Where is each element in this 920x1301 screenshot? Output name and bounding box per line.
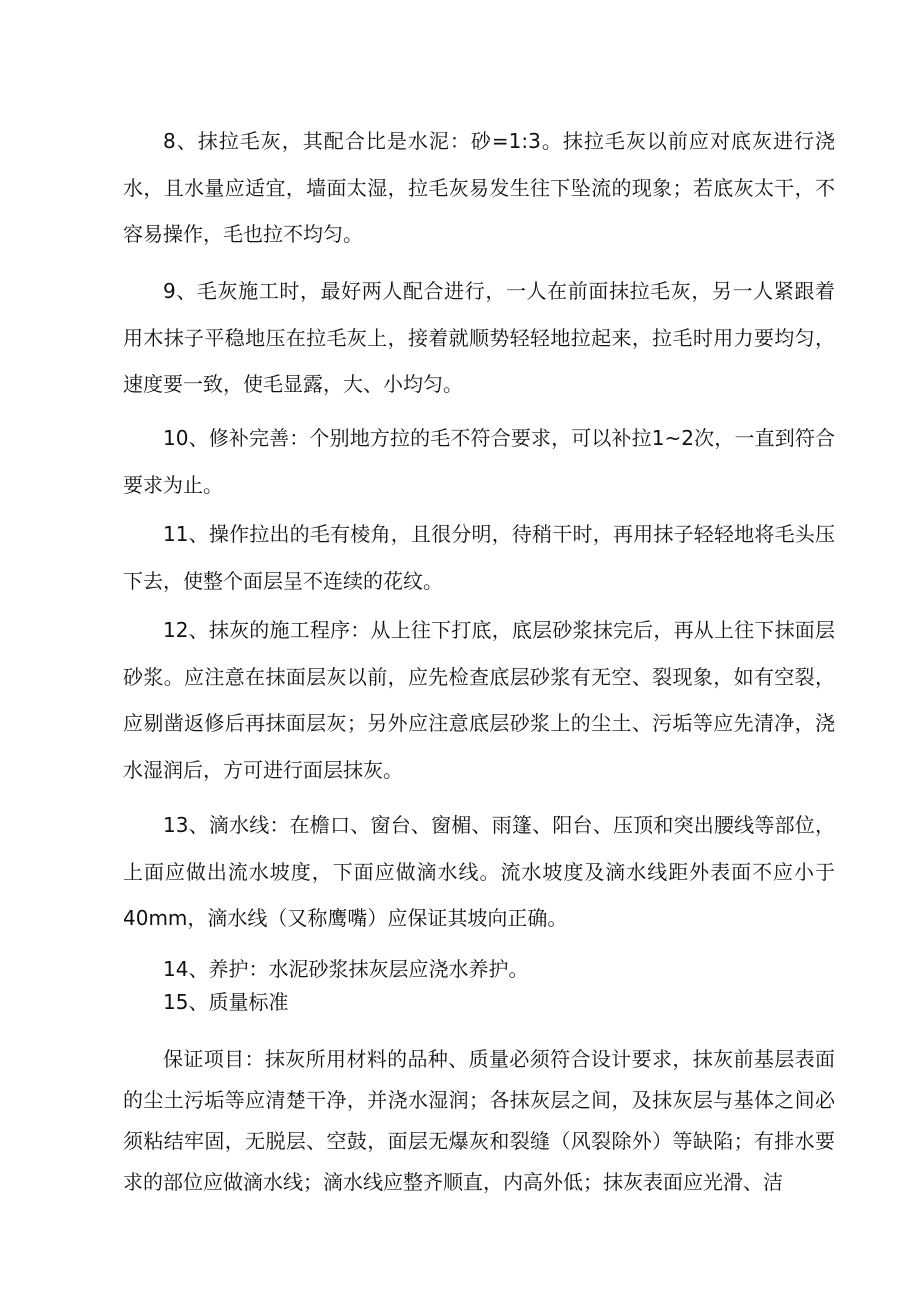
paragraph-11: 11、操作拉出的毛有棱角，且很分明，待稍干时，再用抹子轻轻地将毛头压下去，使整个面层呈不连续的花纹。 xyxy=(123,522,835,593)
paragraph-14: 14、养护：水泥砂浆抹灰层应浇水养护。 xyxy=(163,957,529,981)
paragraph-12: 12、抹灰的施工程序：从上往下打底，底层砂浆抹完后，再从上往下抹面层砂浆。应注意在抹面层灰以前，应先检查底层砂浆有无空、裂现象，如有空裂，应剔凿返修后再抹面层灰；另外应注意底层砂浆上的尘土、污垢等应先清净，浇水湿润后，方可进行面层抹灰。 xyxy=(123,618,835,782)
paragraph-13: 13、滴水线：在檐口、窗台、窗楣、雨篷、阳台、压顶和突出腰线等部位，上面应做出流水坡度，下面应做滴水线。流水坡度及滴水线距外表面不应小于40mm，滴水线（又称鹰嘴）应保证其坡向正确。 xyxy=(123,813,835,930)
paragraph-quality-guarantee: 保证项目：抹灰所用材料的品种、质量必须符合设计要求，抹灰前基层表面的尘土污垢等应清楚干净，并浇水湿润；各抹灰层之间，及抹灰层与基体之间必须粘结牢固，无脱层、空鼓，面层无爆灰和裂缝（风裂除外）等缺陷；有排水要求的部位应做滴水线；滴水线应整齐顺直，内高外低；抹灰表面应光滑、洁 xyxy=(123,1047,835,1194)
paragraph-8: 8、抹拉毛灰，其配合比是水泥：砂=1:3。抹拉毛灰以前应对底灰进行浇水，且水量应适宜，墙面太湿，拉毛灰易发生往下坠流的现象；若底灰太干，不容易操作，毛也拉不均匀。 xyxy=(123,129,835,246)
paragraph-10: 10、修补完善：个别地方拉的毛不符合要求，可以补拉1~2次，一直到符合要求为止。 xyxy=(123,426,835,497)
paragraph-15: 15、质量标准 xyxy=(163,990,289,1014)
paragraph-9: 9、毛灰施工时，最好两人配合进行，一人在前面抹拉毛灰，另一人紧跟着用木抹子平稳地压在拉毛灰上，接着就顺势轻轻地拉起来，拉毛时用力要均匀，速度要一致，使毛显露，大、小均匀。 xyxy=(123,279,835,396)
